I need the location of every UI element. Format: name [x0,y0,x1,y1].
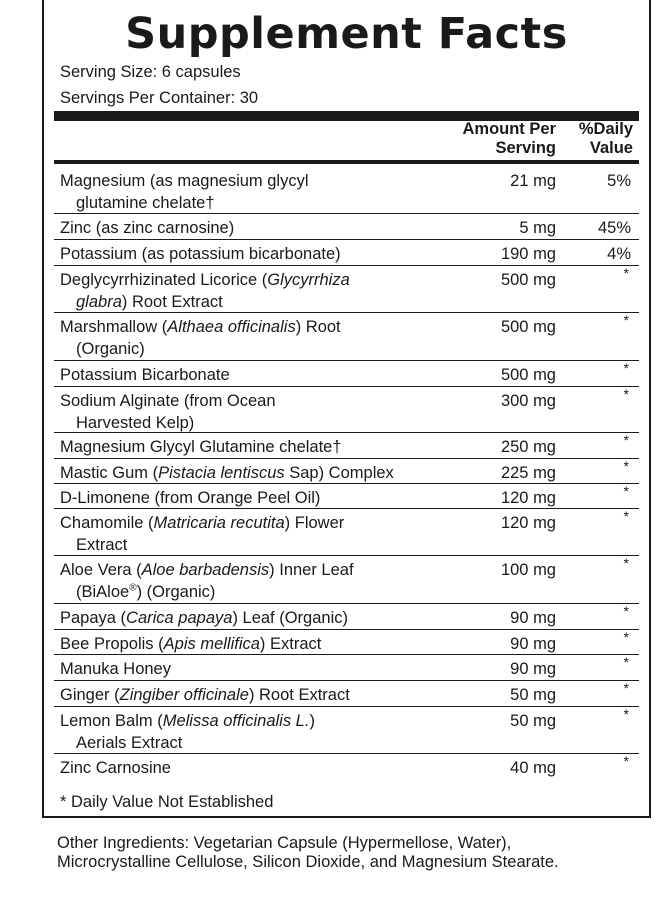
ingredient-row [54,508,639,555]
ingredient-amount: 100 mg [500,561,556,579]
daily-value-asterisk: * [623,312,629,328]
ingredient-name [60,711,420,754]
ingredient-name-text: Ginger ( [60,686,120,704]
ingredient-name-continued [60,413,420,435]
ingredient-name [60,560,420,603]
row-divider [54,386,639,387]
ingredient-name-text: ) Flower [284,514,345,532]
ingredient-row [54,386,639,432]
ingredient-name-text: ) (Organic) [136,582,216,601]
ingredient-name-text: Papaya ( [60,609,127,627]
ingredient-latin-name: Melissa officinalis L. [162,712,310,730]
ingredient-name [60,634,420,656]
ingredient-row [54,706,639,753]
row-divider [54,555,639,556]
daily-value-asterisk: * [623,654,629,670]
ingredient-name-text: (BiAloe [76,582,130,601]
ingredient-name-text: Manuka Honey [60,660,171,678]
ingredient-amount: 120 mg [500,514,556,532]
ingredient-name-text: D-Limonene (from Orange Peel Oil) [60,489,321,507]
row-divider [54,680,639,681]
ingredient-row [54,213,639,239]
ingredient-row [54,753,639,783]
ingredient-amount: 90 mg [510,660,556,678]
footnote: * Daily Value Not Established [60,793,274,811]
ingredient-name-text: ) [309,712,315,730]
ingredient-latin-name: Carica papaya [126,609,233,627]
ingredient-name-text: ) Root [295,318,341,336]
row-divider [54,213,639,214]
daily-value-asterisk: * [623,603,629,619]
header-amount [462,120,556,158]
ingredient-amount: 250 mg [500,438,556,456]
ingredient-name-text: Zinc (as zinc carnosine) [60,219,235,237]
ingredient-name-continued [60,733,420,755]
ingredient-name-continued [60,193,420,215]
ingredient-name [60,365,420,387]
daily-value-asterisk: * [623,483,629,499]
ingredient-row [54,312,639,360]
row-divider [54,312,639,313]
ingredient-row [54,483,639,508]
ingredient-row [54,265,639,312]
row-divider [54,458,639,459]
ingredient-latin-name: Pistacia lentiscus [158,464,285,482]
row-divider [54,360,639,361]
row-divider [54,603,639,604]
row-divider [54,753,639,754]
ingredient-latin-name: Glycyrrhiza [267,271,350,289]
row-divider [54,654,639,655]
ingredient-name-text: Aloe Vera ( [60,561,142,579]
ingredient-latin-name: Matricaria recutita [153,514,285,532]
ingredient-row [54,166,639,213]
row-divider [54,706,639,707]
ingredient-row [54,654,639,680]
ingredient-name [60,317,420,360]
ingredient-name-text: ) Root Extract [121,292,223,311]
ingredient-row [54,458,639,483]
ingredient-amount: 50 mg [510,712,556,730]
row-divider [54,508,639,509]
daily-value-asterisk: * [623,458,629,474]
row-divider [54,239,639,240]
ingredient-name-text: Zinc Carnosine [60,759,171,777]
ingredient-name-continued [60,582,420,604]
ingredient-name-text: Aerials Extract [76,733,183,752]
ingredient-amount: 120 mg [500,489,556,507]
ingredient-name-text: Deglycyrrhizinated Licorice ( [60,271,268,289]
ingredient-row [54,432,639,458]
ingredient-name-text: Harvested Kelp) [76,413,195,432]
header-dv-line2: Value [589,139,633,157]
other-ingredients: Other Ingredients: Vegetarian Capsule (Hypermellose, Water), Microcrystalline Cellulose, Silicon Dioxide, and Magnesium Stearate. [57,834,559,871]
ingredient-latin-name: Apis mellifica [163,635,260,653]
row-divider [54,432,639,433]
ingredient-amount: 40 mg [510,759,556,777]
ingredient-amount: 500 mg [500,318,556,336]
ingredient-name-text: Bee Propolis ( [60,635,164,653]
ingredient-name [60,685,420,707]
ingredient-row [54,555,639,603]
ingredient-name [60,488,420,510]
header-divider [54,160,639,164]
ingredient-name [60,244,420,266]
ingredient-name-text: Marshmallow ( [60,318,168,336]
daily-value-asterisk: * [623,265,629,281]
ingredient-name [60,608,420,630]
label-title: Supplement Facts [125,9,568,59]
supplement-facts-panel [42,0,651,818]
ingredient-name [60,171,420,214]
ingredient-amount: 21 mg [510,172,556,190]
ingredient-name-text: Sap) Complex [284,464,394,482]
ingredient-name-text: Potassium (as potassium bicarbonate) [60,245,341,263]
ingredient-name [60,659,420,681]
ingredient-amount: 90 mg [510,609,556,627]
ingredient-name-text: Magnesium Glycyl Glutamine chelate† [60,438,342,456]
ingredient-name-text: Mastic Gum ( [60,464,159,482]
ingredient-name-text: ) Leaf (Organic) [232,609,348,627]
ingredient-amount: 300 mg [500,392,556,410]
row-divider [54,265,639,266]
daily-value-asterisk: * [623,386,629,402]
daily-value-asterisk: * [623,753,629,769]
ingredient-row [54,603,639,629]
ingredient-name-text: Extract [76,535,128,554]
ingredient-daily-value: 5% [607,172,631,190]
daily-value-asterisk: * [623,432,629,448]
ingredient-amount: 5 mg [519,219,556,237]
daily-value-asterisk: * [623,629,629,645]
daily-value-asterisk: * [623,360,629,376]
ingredient-name [60,270,420,313]
ingredient-latin-name: Althaea officinalis [167,318,296,336]
ingredient-name-continued [60,292,420,314]
ingredient-name [60,513,420,556]
ingredient-name-text: Chamomile ( [60,514,154,532]
ingredient-name-text: ) Extract [259,635,322,653]
ingredient-name-text: (Organic) [76,339,145,358]
ingredient-row [54,360,639,386]
header-amount-line2: Serving [495,139,556,157]
ingredient-name-text: Magnesium (as magnesium glycyl [60,172,309,190]
daily-value-asterisk: * [623,706,629,722]
registered-mark: ® [129,582,137,593]
row-divider [54,629,639,630]
daily-value-asterisk: * [623,508,629,524]
ingredient-name-text: Sodium Alginate (from Ocean [60,392,276,410]
ingredient-amount: 500 mg [500,271,556,289]
ingredient-row [54,239,639,265]
ingredient-name-text: ) Inner Leaf [269,561,354,579]
row-divider [54,483,639,484]
ingredient-latin-name: Aloe barbadensis [141,561,270,579]
ingredient-name-continued [60,535,420,557]
ingredient-amount: 225 mg [500,464,556,482]
ingredient-name [60,463,420,485]
ingredient-name-text: Potassium Bicarbonate [60,366,230,384]
ingredient-amount: 190 mg [500,245,556,263]
ingredient-name [60,391,420,434]
ingredient-amount: 500 mg [500,366,556,384]
ingredient-name-text: Lemon Balm ( [60,712,163,730]
ingredient-amount: 90 mg [510,635,556,653]
ingredient-amount: 50 mg [510,686,556,704]
header-daily-value [579,120,633,158]
ingredient-daily-value: 45% [597,219,631,237]
ingredient-row [54,629,639,654]
ingredient-name-text: ) Root Extract [248,686,350,704]
ingredient-name-text: glutamine chelate† [76,193,215,212]
ingredient-name [60,437,420,459]
header-amount-line1: Amount Per [462,120,556,138]
serving-size: Serving Size: 6 capsules [60,63,241,81]
daily-value-asterisk: * [623,555,629,571]
servings-per-container: Servings Per Container: 30 [60,89,259,107]
ingredient-latin-name: glabra [76,292,122,311]
ingredient-name [60,758,420,780]
ingredient-name-continued [60,339,420,361]
ingredient-name [60,218,420,240]
ingredient-latin-name: Zingiber officinale [119,686,249,704]
daily-value-asterisk: * [623,680,629,696]
header-dv-line1: %Daily [578,120,633,138]
ingredient-daily-value: 4% [607,245,631,263]
ingredient-row [54,680,639,706]
